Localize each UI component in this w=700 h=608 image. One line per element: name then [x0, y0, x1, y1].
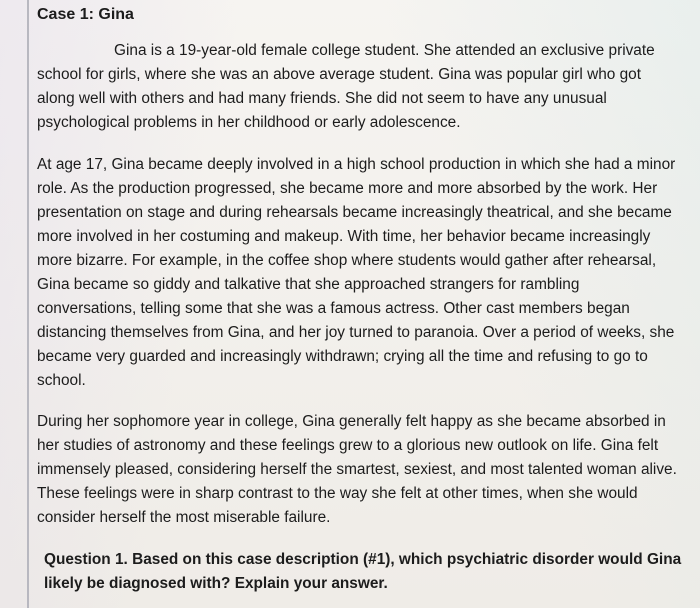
question-1: Question 1. Based on this case description (#1), which psychiatric disorder would Gina likely be diagnosed with? Explain your answer.	[44, 551, 682, 592]
left-margin-rule	[27, 0, 29, 608]
case-paragraph-age-17: At age 17, Gina became deeply involved in a high school production in which she had a minor role. As the production progressed, she became more and more absorbed by the work. Her presentation on stage and during rehearsals became increasingly theatrical, and she became more involved in her costuming and makeup. With time, her behavior became increasingly more bizarre. For example, in the coffee shop where students would gather after rehearsal, Gina became so giddy and talkative that she approached strangers for rambling conversations, telling some that she was a famous actress. Other cast members began distancing themselves from Gina, and her joy turned to paranoia. Over a period of weeks, she became very guarded and increasingly withdrawn; crying all the time and refusing to go to school.	[37, 156, 676, 389]
case-title: Case 1: Gina	[37, 6, 134, 23]
case-paragraph-sophomore-year: During her sophomore year in college, Gina generally felt happy as she became absorbed in her studies of astronomy and these feelings grew to a glorious new outlook on life. Gina felt immensely pleased, considering herself the smartest, sexiest, and most talented woman alive. These feelings were in sharp contrast to the way she felt at other times, when she would consider herself the most miserable failure.	[37, 413, 677, 526]
case-paragraph-background: Gina is a 19-year-old female college student. She attended an exclusive private school for girls, where she was an above average student. Gina was popular girl who got along well with others and had many friends. She did not seem to have any unusual psychological problems in her childhood or early adolescence.	[37, 42, 655, 131]
